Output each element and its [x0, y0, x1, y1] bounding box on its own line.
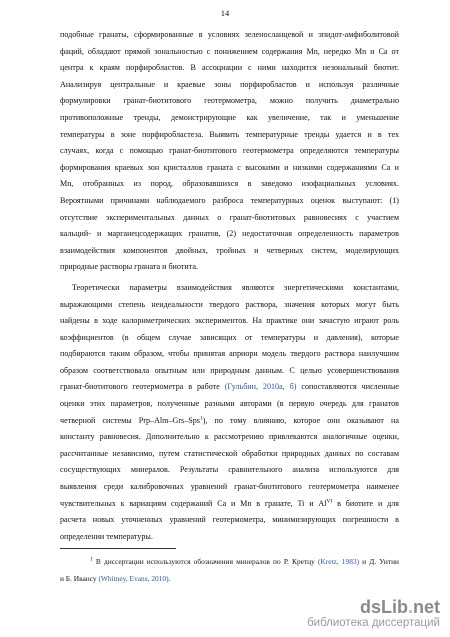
text-line	[60, 413, 399, 430]
text-line: температуры в зоне порфиробластеза. Выявить температурные тренды удается и в тех	[60, 129, 399, 139]
citation-link[interactable]: (Whitney, Evans, 2010)	[98, 574, 169, 583]
text-run: В диссертации используются обозначения минералов по Р. Кретцу	[92, 557, 318, 566]
text-line: Mn, отобранных из пород, образовавшихся в заведомо изофациальных условиях.	[60, 179, 399, 189]
text-line: подобные гранаты, сформированные в условиях зеленосланцевой и эпидот-амфиболитовой	[60, 30, 399, 39]
text-line: расчета новых уточненных уравнений геотермометра, минимизирующих погрешности в	[60, 515, 399, 525]
text-run: четверной системы Prp–Alm–Grs–Sps	[60, 415, 200, 425]
text-line: сосуществующих минералов. Результаты сравнительного анализа используются для	[60, 465, 399, 475]
text-line: найдены в ходе калориметрических экспериментов. На практике они зачастую играют роль	[60, 316, 399, 326]
text-line: фаций, обладают прямой зональностью с понижением содержания Mn, нередко Mn и Ca от	[60, 46, 399, 56]
text-line: Вероятными причинами наблюдаемого разброса температурных оценок выступают: (1)	[60, 195, 399, 205]
citation-link[interactable]: (Kretz, 1983)	[317, 557, 360, 566]
text-line: константу равновесия. Дополнительно к рассмотрению привлекаются аналогичные оценки,	[60, 432, 399, 442]
text-line	[60, 553, 399, 570]
text-line: коэффициентов (в общем случае зависящих от температуры и давления), которые	[60, 332, 399, 342]
text-run: гранат-биотитового геотермометра в работе	[60, 382, 225, 392]
text-line: противоположные тренды, демонстрирующие как увеличение, так и уменьшение	[60, 112, 399, 122]
text-run: и Д. Уитни	[359, 557, 399, 566]
text-line: выражающими степень неидеальности твердого раствора, значения которых могут быть	[60, 299, 399, 309]
citation-link[interactable]: (Гульбин, 2010а, б)	[224, 382, 297, 392]
footnote-marker: 1	[199, 414, 203, 421]
text-run: .	[168, 574, 171, 583]
text-line	[60, 496, 399, 513]
text-line: природные растворы граната и биотита.	[60, 262, 198, 272]
text-line: Анализируя центральные и краевые зоны порфиробластов и используя различные	[60, 79, 399, 89]
text-line: формулировки гранат-биотитового геотермометра, можно получить диаметрально	[60, 96, 399, 106]
text-line: выявления среди калибровочных уравнений гранат-биотитового геотермометра наименее	[60, 482, 399, 492]
text-line	[60, 379, 399, 396]
text-line: взаимодействия компонентов двойных, тройных и четверных систем, моделирующих	[60, 245, 399, 255]
footnote	[60, 553, 399, 587]
text-run: ), по тому влиянию, которое они оказывают на	[202, 415, 399, 425]
paragraph-1	[60, 27, 399, 276]
text-line: образом соответствовала опытным или природным данным. С целью усовершенствования	[60, 365, 399, 375]
text-run	[60, 557, 399, 566]
text-run: сопоставляются численные	[296, 382, 399, 392]
text-line: отсутствие экспериментальных данных о гранат-биотитовых равновесиях с участием	[60, 212, 399, 222]
text-line: определении температуры.	[60, 531, 153, 541]
page-number: 14	[220, 8, 230, 18]
text-line: формирования краевых зон кристаллов граната с высокими и низкими содержаниями Ca и	[60, 162, 399, 172]
text-run: и Б. Ивансу	[60, 574, 99, 583]
text-line: подбираются таким образом, чтобы принятая априори модель твердого раствора наилучшим	[60, 349, 399, 359]
watermark-subtitle: библиотека диссертаций	[307, 617, 440, 629]
footnote-divider	[60, 548, 176, 549]
footnote-marker: 1	[90, 556, 93, 563]
text-line: случаях, когда с помощью гранат-биотитового геотермометра определяются температуры	[60, 146, 399, 156]
text-line: оценки этих параметров, полученные разными авторами (в первую очередь для гранатов	[60, 399, 399, 409]
watermark-logo-part: net	[413, 597, 440, 617]
body-text	[60, 27, 399, 545]
text-line: рассчитанные независимо, путем статистической обработки природных данных по составам	[60, 448, 399, 458]
watermark-logo-part: dsLib	[359, 597, 408, 617]
text-line	[60, 280, 399, 297]
text-run: чувствительных к вариациям содержаний Ca и Mn в гранате, Ti и Al	[60, 498, 327, 508]
text-line	[60, 570, 399, 587]
paragraph-2	[60, 280, 399, 546]
watermark-logo-dot: .	[407, 597, 413, 617]
watermark-logo	[307, 597, 440, 618]
text-run: Теоретически параметры взаимодействия являются энергетическими константами,	[72, 282, 399, 292]
text-line: кальций- и марганецсодержащих гранатов, (2) недостаточная определенность параметров	[60, 229, 399, 239]
text-run: в биотите и для	[332, 498, 399, 508]
watermark	[307, 597, 440, 629]
superscript: VI	[326, 497, 333, 504]
text-line: центра к краям порфиробластов. В ассоциации с ними находится незональный биотит.	[60, 63, 399, 73]
